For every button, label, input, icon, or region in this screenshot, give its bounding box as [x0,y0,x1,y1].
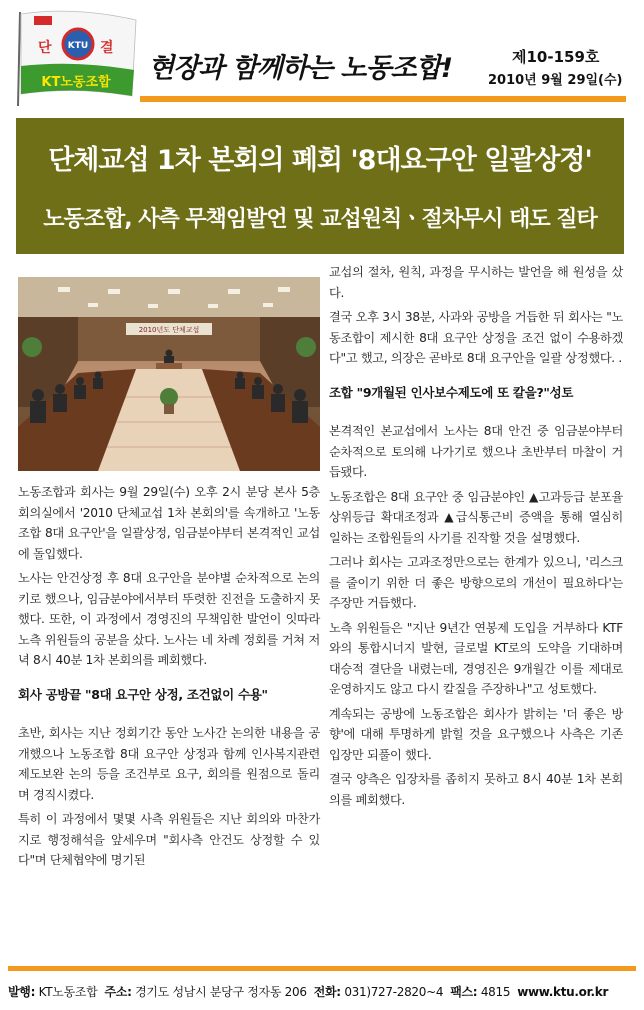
meeting-photo [18,277,320,471]
article-right-column [329,262,623,814]
flag-text-top-left: 단 [38,40,52,56]
fax: 4815 [480,985,511,999]
subheadline: 노동조합, 사측 무책임발언 및 교섭원칙ㆍ절차무시 태도 질타 [43,207,597,232]
footer-divider [8,966,636,971]
section-subheading: 조합 "9개월된 인사보수제도에 또 칼을?"성토 [329,384,574,400]
headline-banner [16,118,624,254]
paragraph: 교섭의 절차, 원칙, 과정을 무시하는 발언을 해 원성을 샀다. [329,265,623,300]
union-flag-logo [14,8,138,108]
paragraph: 노사는 안건상정 후 8대 요구안을 분야별 순차적으로 논의키로 했으나, 임금분야에서부터 뚜렷한 진전을 도출하지 못했다. 또한, 이 과정에서 경영진의 무책임한 발언이 잇따라 노측 위원들의 공분을 샀다. 노사는 네 차례 정회를 거쳐 저녁 8시 40분 1차 본회의를 폐회했다. [18,571,320,667]
paragraph: 계속되는 공방에 노동조합은 회사가 밝히는 '더 좋은 방향'에 대해 투명하게 밝힐 것을 요구했으나 사측은 기존 입장만 되풀이 했다. [329,706,623,762]
flag-text-bottom: KT노동조합 [41,75,111,90]
paragraph: 본격적인 본교섭에서 노사는 8대 안건 중 임금분야부터 순차적으로 토의해 나가기로 했으나 초반부터 마찰이 거듭됐다. [329,424,623,479]
masthead [0,0,644,112]
flag-badge: KTU [67,41,89,51]
flag-text-top-right: 결 [100,40,114,56]
meeting-room-illustration [18,277,320,471]
paragraph: 초반, 회사는 지난 정회기간 동안 노사간 논의한 내용을 공개했으나 노동조합 8대 요구안 상정과 함께 인사복지관련 제도보완 논의 등을 조건부로 요구, 회의를 원점으로 돌리며 경직시켰다. [18,726,320,802]
paragraph: 노동조합과 회사는 9월 29일(수) 오후 2시 분당 본사 5층 회의실에서 '2010 단체교섭 1차 본회의'를 속개하고 '노동조합 8대 요구안'을 일괄상정, 임금분야부터 본격적인 교섭에 돌입했다. [18,485,320,561]
slogan: 현장과 함께하는 노동조합! [148,53,453,84]
address: 경기도 성남시 분당구 정자동 206 [135,985,307,999]
issue-number: 제10-159호 [512,48,600,66]
paragraph: 노동조합은 8대 요구안 중 임금분야인 ▲고과등급 분포율 상위등급 확대조정과 ▲급식통근비 증액을 통해 열심히 일하는 조합원들의 사기를 진작할 것을 설명했다. [329,489,623,545]
paragraph: 특히 이 과정에서 몇몇 사측 위원들은 지난 회의와 마찬가지로 행정해석을 앞세우며 "회사측 안건도 상정할 수 있다"며 단체협약에 명기된 [18,812,320,867]
issue-date: 2010년 9월 29일(수) [488,73,623,88]
phone-label: 전화: [313,985,341,999]
address-label: 주소: [104,985,132,999]
paragraph: 결국 양측은 입장차를 좁히지 못하고 8시 40분 1차 본회의를 폐회했다. [329,772,623,807]
photo-banner-text: 2010년도 단체교섭 [138,326,200,334]
paragraph: 결국 오후 3시 38분, 사과와 공방을 거듭한 뒤 회사는 "노동조합이 제시한 8대 요구안 상정을 조건 없이 수용하겠다"고 했고, 의장은 곧바로 8대 요구안을 일괄 상정했다. . [329,310,623,365]
section-subheading: 회사 공방끝 "8대 요구안 상정, 조건없이 수용" [18,686,268,702]
publisher-label: 발행: [8,985,36,999]
paragraph: 그러나 회사는 고과조정만으로는 한계가 있으니, '리스크를 줄이기 위한 더 좋은 방향으로의 개선이 필요하다'는 주장만 거듭했다. [329,555,623,610]
header-divider [140,96,626,102]
fax-label: 팩스: [450,985,478,999]
paragraph: 노측 위원들은 "지난 9년간 연봉제 도입을 거부하다 KTF와의 통합시너지 발현, 글로벌 KT로의 도약을 기대하며 대승적 결단을 내렸는데, 경영진은 9개월간 이를 제대로 운영하지도 않고 다시 칼질을 주장하나"고 성토했다. [329,620,623,696]
website-link[interactable]: www.ktu.or.kr [517,985,609,999]
publisher: KT노동조합 [38,985,98,999]
footer [8,983,636,1000]
article-left-column [18,482,320,875]
phone: 031)727-2820~4 [344,985,444,999]
headline: 단체교섭 1차 본회의 폐회 '8대요구안 일괄상정' [48,145,592,176]
